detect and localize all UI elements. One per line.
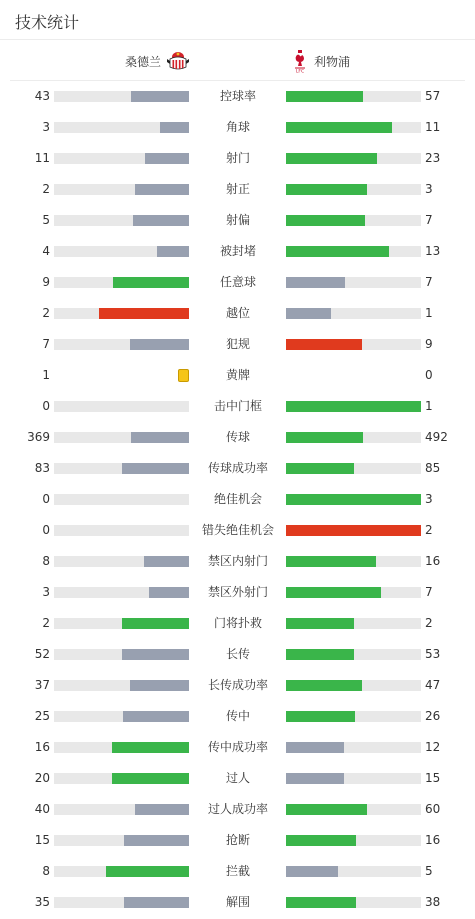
away-bar-fill xyxy=(286,277,345,288)
away-team xyxy=(292,41,350,81)
away-value: 60 xyxy=(425,802,441,816)
home-bar-track xyxy=(54,897,189,908)
stat-label: 被封堵 xyxy=(219,244,256,258)
away-bar-fill xyxy=(286,587,381,598)
away-bar-fill xyxy=(286,556,376,567)
stat-label: 角球 xyxy=(225,120,250,134)
home-bar-fill xyxy=(122,618,190,629)
stats-table xyxy=(0,81,475,918)
home-bar-track xyxy=(54,866,189,877)
stat-row xyxy=(0,267,475,298)
away-value: 26 xyxy=(425,709,441,723)
stat-label: 击中门框 xyxy=(213,399,262,413)
home-bar-track xyxy=(54,525,189,536)
away-value: 3 xyxy=(425,492,433,506)
away-bar-track xyxy=(286,742,421,753)
home-value: 8 xyxy=(42,864,50,878)
header xyxy=(0,0,475,40)
away-value: 1 xyxy=(425,306,433,320)
home-bar-track xyxy=(54,308,189,319)
home-bar-track xyxy=(54,122,189,133)
stat-label: 传中 xyxy=(225,709,250,723)
stat-row xyxy=(0,205,475,236)
stat-label: 射正 xyxy=(225,182,250,196)
stat-row xyxy=(0,453,475,484)
teams-header xyxy=(10,41,465,81)
away-value: 16 xyxy=(425,554,441,568)
home-value: 0 xyxy=(42,399,50,413)
stat-label: 错失绝佳机会 xyxy=(201,523,274,537)
home-bar-fill xyxy=(124,897,189,908)
stat-row xyxy=(0,174,475,205)
stat-row xyxy=(0,81,475,112)
away-bar-track xyxy=(286,91,421,102)
home-bar-fill xyxy=(144,556,189,567)
home-bar-track xyxy=(54,401,189,412)
home-value: 52 xyxy=(34,647,50,661)
away-bar-fill xyxy=(286,680,362,691)
stat-row xyxy=(0,856,475,887)
stat-row xyxy=(0,763,475,794)
away-bar-fill xyxy=(286,494,421,505)
home-value: 0 xyxy=(42,492,50,506)
home-bar-fill xyxy=(122,649,189,660)
home-bar-fill xyxy=(135,804,189,815)
away-bar-fill xyxy=(286,432,363,443)
stat-row xyxy=(0,298,475,329)
home-value: 40 xyxy=(34,802,50,816)
stat-label: 禁区外射门 xyxy=(207,585,268,599)
stat-row xyxy=(0,360,475,391)
home-bar-track xyxy=(54,804,189,815)
home-bar-track xyxy=(54,246,189,257)
stat-row xyxy=(0,143,475,174)
stat-label: 过人 xyxy=(225,771,250,785)
stat-label: 犯规 xyxy=(225,337,250,351)
stat-row xyxy=(0,546,475,577)
away-bar-track xyxy=(286,835,421,846)
home-value: 16 xyxy=(34,740,50,754)
liverpool-crest-icon xyxy=(292,49,308,73)
away-bar-fill xyxy=(286,835,356,846)
home-bar-fill xyxy=(106,866,189,877)
away-bar-track xyxy=(286,556,421,567)
away-bar-track xyxy=(286,773,421,784)
away-value: 11 xyxy=(425,120,441,134)
home-bar-fill xyxy=(122,463,189,474)
home-bar-fill xyxy=(131,91,189,102)
stat-row xyxy=(0,670,475,701)
stat-label: 越位 xyxy=(225,306,250,320)
stat-label: 传球 xyxy=(225,430,250,444)
away-value: 15 xyxy=(425,771,441,785)
away-bar-track xyxy=(286,122,421,133)
away-value: 12 xyxy=(425,740,441,754)
away-bar-track xyxy=(286,246,421,257)
home-value: 43 xyxy=(34,89,50,103)
stat-label: 传中成功率 xyxy=(207,740,268,754)
away-bar-fill xyxy=(286,649,354,660)
sunderland-crest-icon xyxy=(166,50,190,72)
home-team-name: 桑德兰 xyxy=(125,54,162,69)
stat-row xyxy=(0,701,475,732)
home-bar-fill xyxy=(149,587,190,598)
home-bar-fill xyxy=(112,742,189,753)
stat-label: 门将扑救 xyxy=(213,616,262,630)
page-title: 技术统计 xyxy=(15,13,80,32)
stat-row xyxy=(0,794,475,825)
away-bar-fill xyxy=(286,866,338,877)
stat-label: 拦截 xyxy=(225,864,250,878)
home-team xyxy=(125,41,190,81)
home-bar-track xyxy=(54,184,189,195)
away-value: 57 xyxy=(425,89,441,103)
home-bar-track xyxy=(54,773,189,784)
away-bar-track xyxy=(286,401,421,412)
away-bar-track xyxy=(286,339,421,350)
home-bar-track xyxy=(54,215,189,226)
home-bar-fill xyxy=(123,711,189,722)
stat-row xyxy=(0,484,475,515)
home-value: 5 xyxy=(42,213,50,227)
away-bar-fill xyxy=(286,463,354,474)
home-value: 37 xyxy=(34,678,50,692)
stat-row xyxy=(0,887,475,918)
home-bar-track xyxy=(54,742,189,753)
home-bar-fill xyxy=(124,835,189,846)
home-value: 83 xyxy=(34,461,50,475)
away-bar-track xyxy=(286,494,421,505)
home-value: 7 xyxy=(42,337,50,351)
away-bar-track xyxy=(286,897,421,908)
home-bar-fill xyxy=(99,308,189,319)
home-value: 1 xyxy=(42,368,50,382)
stat-row xyxy=(0,422,475,453)
away-value: 9 xyxy=(425,337,433,351)
home-bar-track xyxy=(54,277,189,288)
home-bar-track xyxy=(54,556,189,567)
away-value: 2 xyxy=(425,523,433,537)
away-bar-track xyxy=(286,804,421,815)
stat-row xyxy=(0,236,475,267)
home-bar-fill xyxy=(130,680,189,691)
away-value: 1 xyxy=(425,399,433,413)
home-bar-track xyxy=(54,432,189,443)
home-bar-fill xyxy=(130,339,189,350)
stat-row xyxy=(0,732,475,763)
svg-text:LFC: LFC xyxy=(295,69,305,73)
away-value: 53 xyxy=(425,647,441,661)
stat-row xyxy=(0,515,475,546)
stat-label: 禁区内射门 xyxy=(207,554,268,568)
home-value: 9 xyxy=(42,275,50,289)
away-value: 23 xyxy=(425,151,441,165)
away-bar-track xyxy=(286,649,421,660)
away-value: 85 xyxy=(425,461,441,475)
away-bar-fill xyxy=(286,618,354,629)
away-bar-track xyxy=(286,680,421,691)
stat-row xyxy=(0,825,475,856)
home-value: 20 xyxy=(34,771,50,785)
stat-row xyxy=(0,639,475,670)
away-bar-track xyxy=(286,277,421,288)
away-bar-track xyxy=(286,184,421,195)
away-bar-fill xyxy=(286,773,344,784)
away-value: 13 xyxy=(425,244,441,258)
stat-row xyxy=(0,329,475,360)
home-bar-track xyxy=(54,587,189,598)
stat-label: 传球成功率 xyxy=(207,461,268,475)
home-value: 3 xyxy=(42,120,50,134)
away-bar-track xyxy=(286,215,421,226)
away-bar-track xyxy=(286,587,421,598)
home-bar-track xyxy=(54,91,189,102)
stat-label: 任意球 xyxy=(219,275,256,289)
away-bar-fill xyxy=(286,153,377,164)
away-value: 0 xyxy=(425,368,433,382)
stat-row xyxy=(0,577,475,608)
away-value: 7 xyxy=(425,213,433,227)
away-bar-track xyxy=(286,618,421,629)
home-bar-track xyxy=(54,463,189,474)
home-bar-fill xyxy=(135,184,189,195)
home-value: 4 xyxy=(42,244,50,258)
home-bar-track xyxy=(54,494,189,505)
home-value: 25 xyxy=(34,709,50,723)
away-bar-fill xyxy=(286,246,389,257)
home-bar-track xyxy=(54,339,189,350)
home-value: 11 xyxy=(34,151,50,165)
away-bar-fill xyxy=(286,184,367,195)
stat-label: 过人成功率 xyxy=(207,802,268,816)
home-bar-track xyxy=(54,835,189,846)
stat-label: 解围 xyxy=(225,895,250,909)
stat-row xyxy=(0,608,475,639)
home-bar-fill xyxy=(113,277,189,288)
home-bar-fill xyxy=(112,773,189,784)
home-bar-fill xyxy=(157,246,189,257)
stat-label: 射门 xyxy=(225,151,250,165)
home-value: 2 xyxy=(42,306,50,320)
away-bar-track xyxy=(286,866,421,877)
stat-label: 长传 xyxy=(225,647,250,661)
home-bar-fill xyxy=(133,215,189,226)
away-value: 7 xyxy=(425,585,433,599)
away-value: 5 xyxy=(425,864,433,878)
stat-label: 长传成功率 xyxy=(207,678,268,692)
away-bar-fill xyxy=(286,401,421,412)
home-value: 8 xyxy=(42,554,50,568)
home-value: 0 xyxy=(42,523,50,537)
home-value: 2 xyxy=(42,182,50,196)
away-bar-track xyxy=(286,153,421,164)
home-bar-track xyxy=(54,618,189,629)
away-bar-fill xyxy=(286,308,331,319)
home-bar-fill xyxy=(131,432,189,443)
home-bar-track xyxy=(54,649,189,660)
stat-row xyxy=(0,112,475,143)
home-value: 3 xyxy=(42,585,50,599)
stat-label: 绝佳机会 xyxy=(213,492,262,506)
away-bar-track xyxy=(286,711,421,722)
yellow-card-icon xyxy=(178,369,189,382)
stat-label: 射偏 xyxy=(225,213,250,227)
away-bar-fill xyxy=(286,339,362,350)
away-bar-track xyxy=(286,525,421,536)
away-bar-fill xyxy=(286,711,355,722)
home-bar-track xyxy=(54,711,189,722)
away-bar-track xyxy=(286,463,421,474)
stat-label: 抢断 xyxy=(225,833,250,847)
home-value: 369 xyxy=(27,430,50,444)
home-value: 15 xyxy=(34,833,50,847)
away-value: 3 xyxy=(425,182,433,196)
stat-row xyxy=(0,391,475,422)
away-bar-fill xyxy=(286,91,363,102)
away-bar-track xyxy=(286,432,421,443)
away-value: 7 xyxy=(425,275,433,289)
away-bar-track xyxy=(286,308,421,319)
away-bar-fill xyxy=(286,122,392,133)
away-bar-fill xyxy=(286,215,365,226)
away-bar-fill xyxy=(286,897,356,908)
away-value: 2 xyxy=(425,616,433,630)
away-value: 38 xyxy=(425,895,441,909)
away-value: 16 xyxy=(425,833,441,847)
away-value: 492 xyxy=(425,430,448,444)
stat-label: 控球率 xyxy=(219,89,256,103)
home-value: 2 xyxy=(42,616,50,630)
home-bar-track xyxy=(54,153,189,164)
home-value: 35 xyxy=(34,895,50,909)
home-bar-fill xyxy=(145,153,189,164)
home-bar-track xyxy=(54,680,189,691)
away-value: 47 xyxy=(425,678,441,692)
stat-label: 黄牌 xyxy=(225,368,250,382)
away-bar-fill xyxy=(286,525,421,536)
home-bar-fill xyxy=(160,122,189,133)
away-bar-fill xyxy=(286,742,344,753)
away-team-name: 利物浦 xyxy=(314,54,351,69)
away-bar-fill xyxy=(286,804,367,815)
